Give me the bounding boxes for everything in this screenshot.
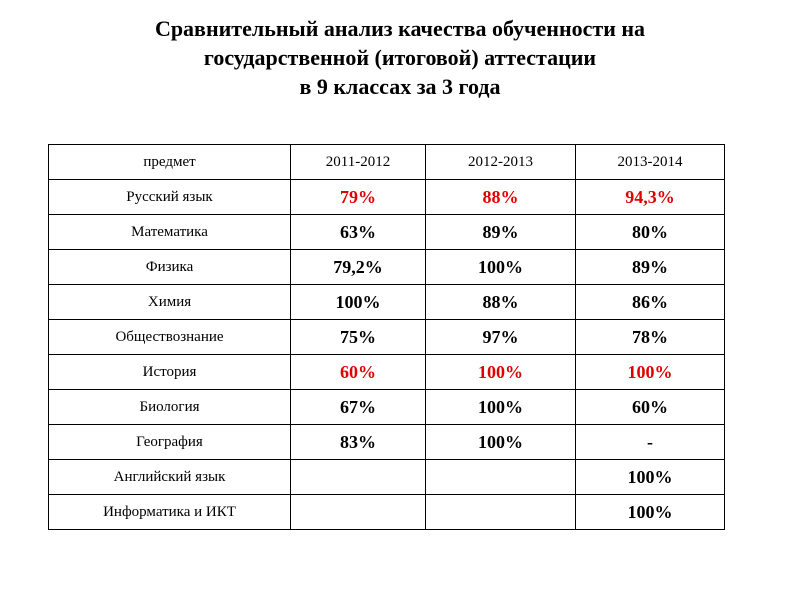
title-line-1: Сравнительный анализ качества обученности на (154, 16, 646, 41)
table-row (49, 355, 725, 390)
header-subject: предмет (49, 145, 291, 180)
results-table (48, 144, 725, 530)
table-row (49, 285, 725, 320)
page-title (0, 14, 800, 101)
value-cell: 100% (426, 390, 576, 425)
subject-cell: География (49, 425, 291, 460)
table-row (49, 180, 725, 215)
value-cell: 63% (291, 215, 426, 250)
value-cell: 100% (291, 285, 426, 320)
table-row (49, 390, 725, 425)
value-cell: 100% (426, 250, 576, 285)
subject-cell: Математика (49, 215, 291, 250)
value-cell: 83% (291, 425, 426, 460)
value-cell (291, 495, 426, 530)
table-row (49, 320, 725, 355)
subject-cell: Информатика и ИКТ (49, 495, 291, 530)
value-cell: 88% (426, 285, 576, 320)
title-line-2: государственной (итоговой) аттестации (203, 45, 597, 70)
subject-cell: Физика (49, 250, 291, 285)
value-cell: 79% (291, 180, 426, 215)
value-cell: 100% (426, 425, 576, 460)
subject-cell: Химия (49, 285, 291, 320)
value-cell: 60% (576, 390, 725, 425)
table-row (49, 250, 725, 285)
value-cell: 78% (576, 320, 725, 355)
value-cell: 100% (576, 460, 725, 495)
header-year-2012-2013: 2012-2013 (426, 145, 576, 180)
value-cell: 79,2% (291, 250, 426, 285)
value-cell: 80% (576, 215, 725, 250)
value-cell: 75% (291, 320, 426, 355)
subject-cell: Английский язык (49, 460, 291, 495)
value-cell: 100% (426, 355, 576, 390)
value-cell: 60% (291, 355, 426, 390)
subject-cell: Обществознание (49, 320, 291, 355)
value-cell: 89% (576, 250, 725, 285)
value-cell: 86% (576, 285, 725, 320)
subject-cell: История (49, 355, 291, 390)
table-row (49, 425, 725, 460)
value-cell: 89% (426, 215, 576, 250)
value-cell: 100% (576, 355, 725, 390)
header-year-2011-2012: 2011-2012 (291, 145, 426, 180)
table-row (49, 460, 725, 495)
subject-cell: Русский язык (49, 180, 291, 215)
table-row (49, 495, 725, 530)
value-cell: 97% (426, 320, 576, 355)
value-cell: 67% (291, 390, 426, 425)
title-line-3: в 9 классах за 3 года (299, 74, 501, 99)
value-cell: 100% (576, 495, 725, 530)
header-row (49, 145, 725, 180)
table-row (49, 215, 725, 250)
subject-cell: Биология (49, 390, 291, 425)
value-cell: 88% (426, 180, 576, 215)
header-year-2013-2014: 2013-2014 (576, 145, 725, 180)
value-cell (426, 460, 576, 495)
value-cell: 94,3% (576, 180, 725, 215)
value-cell (291, 460, 426, 495)
value-cell: - (576, 425, 725, 460)
value-cell (426, 495, 576, 530)
